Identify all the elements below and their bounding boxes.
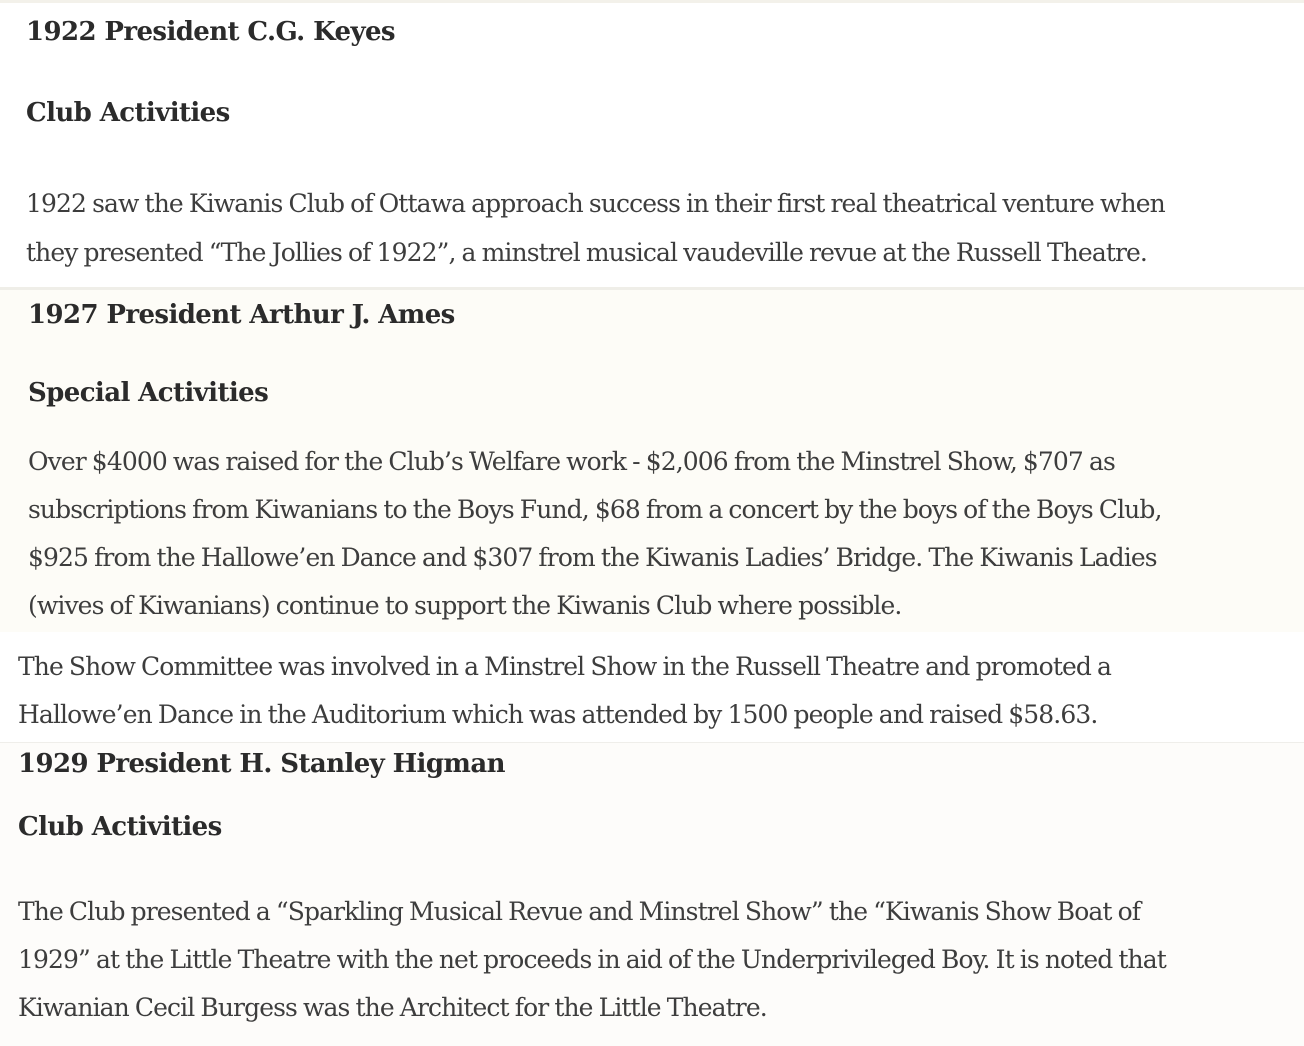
paragraph-line: subscriptions from Kiwanians to the Boys Fund, $68 from a concert by the boys of the Boys Club, <box>28 495 1162 524</box>
paragraph-line: The Show Committee was involved in a Minstrel Show in the Russell Theatre and promoted a <box>18 652 1112 681</box>
paragraph-line: The Club presented a “Sparkling Musical Revue and Minstrel Show” the “Kiwanis Show Boat of <box>18 897 1141 926</box>
paragraph-line: Kiwanian Cecil Burgess was the Architect for the Little Theatre. <box>18 993 767 1022</box>
section-title: 1927 President Arthur J. Ames <box>28 300 455 330</box>
section-paragraph <box>28 438 1162 630</box>
paragraph-line: (wives of Kiwanians) continue to support the Kiwanis Club where possible. <box>28 591 902 620</box>
paragraph-line: 1922 saw the Kiwanis Club of Ottawa approach success in their first real theatrical venture when <box>26 189 1165 218</box>
paragraph-line: Hallowe’en Dance in the Auditorium which was attended by 1500 people and raised $58.63. <box>18 700 1098 729</box>
section-paragraph <box>26 179 1165 277</box>
section-paragraph <box>18 888 1166 1032</box>
paragraph-line: they presented “The Jollies of 1922”, a minstrel musical vaudeville revue at the Russell Theatre. <box>26 238 1147 267</box>
section-title: 1922 President C.G. Keyes <box>26 17 395 47</box>
section-1927 <box>0 287 1304 632</box>
section-subtitle: Special Activities <box>28 378 269 408</box>
paragraph-line: 1929” at the Little Theatre with the net proceeds in aid of the Underprivileged Boy. It is noted that <box>18 945 1166 974</box>
section-1929 <box>0 742 1304 1046</box>
section-title: 1929 President H. Stanley Higman <box>18 749 505 779</box>
section-paragraph <box>18 643 1111 739</box>
section-subtitle: Club Activities <box>18 812 222 842</box>
section-show-committee <box>0 632 1304 740</box>
section-subtitle: Club Activities <box>26 98 230 128</box>
paragraph-line: Over $4000 was raised for the Club’s Welfare work - $2,006 from the Minstrel Show, $707 as <box>28 447 1115 476</box>
section-1922 <box>0 0 1304 285</box>
paragraph-line: $925 from the Hallowe’en Dance and $307 from the Kiwanis Ladies’ Bridge. The Kiwanis Ladies <box>28 543 1157 572</box>
